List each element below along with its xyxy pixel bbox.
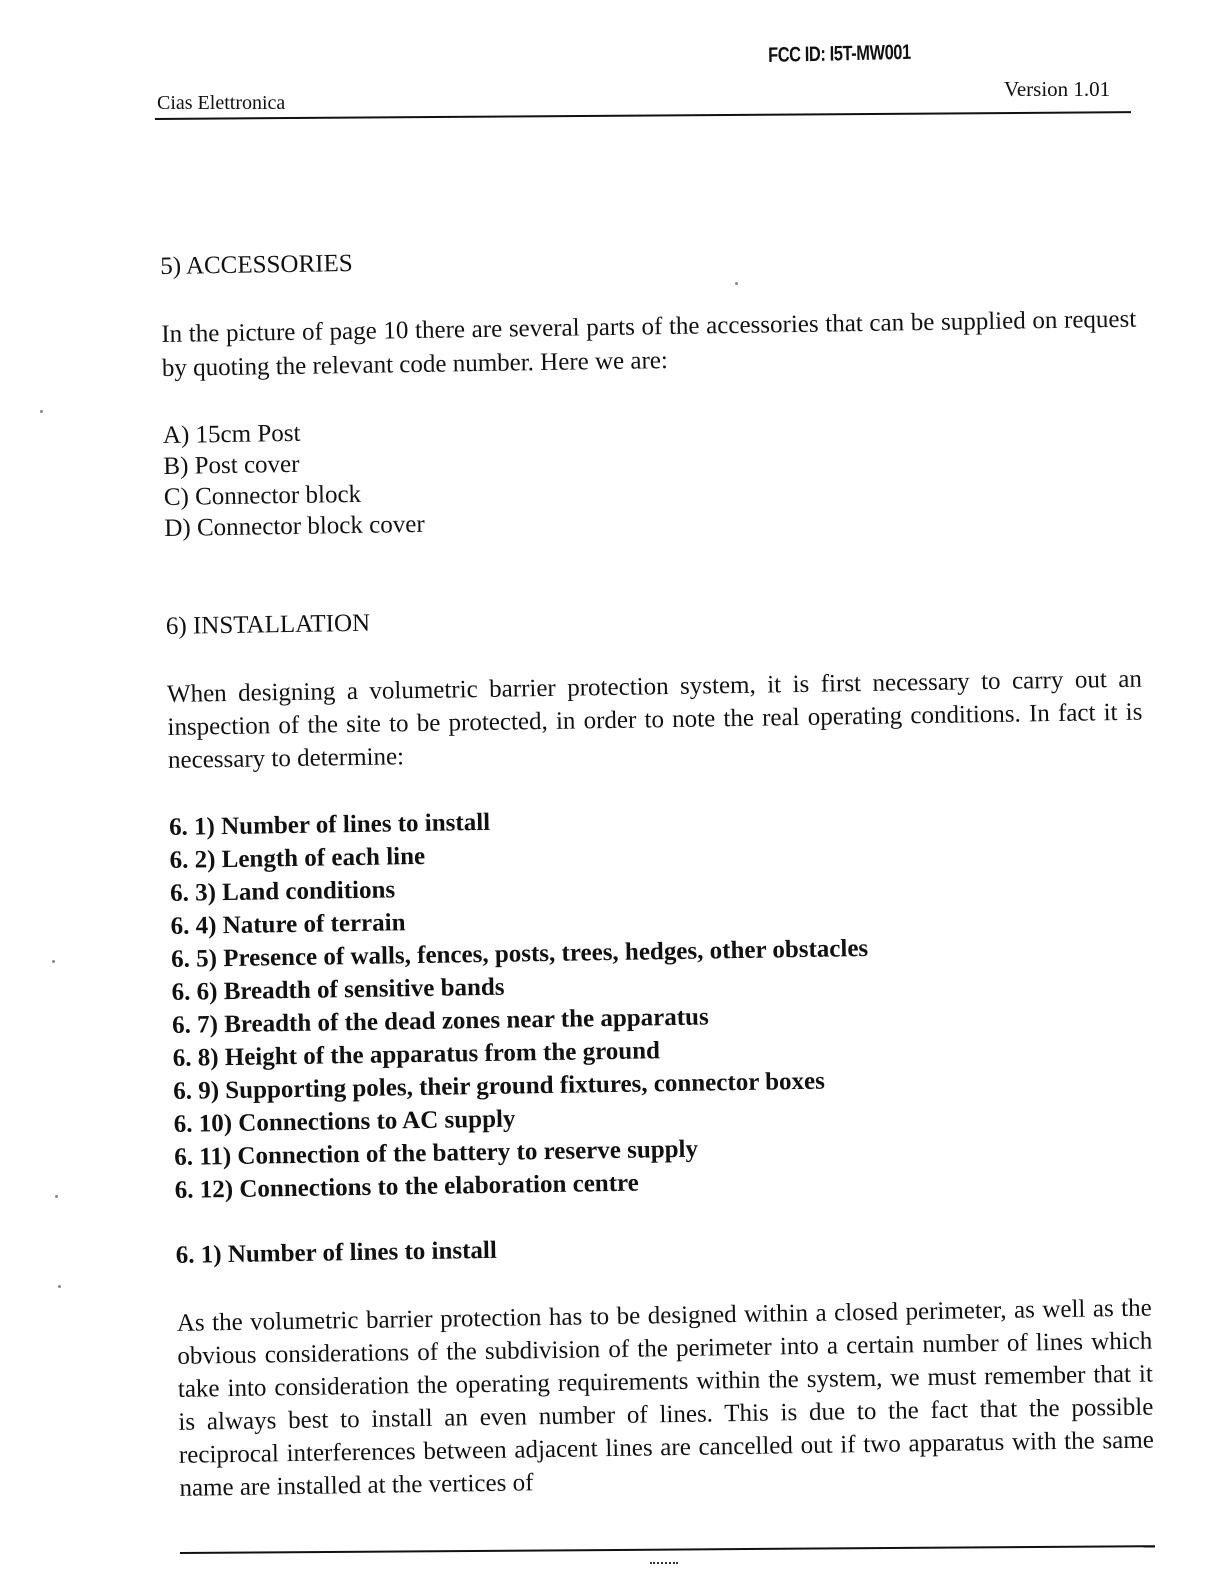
list-item: 6. 1) Number of lines to install bbox=[168, 808, 491, 841]
header-divider bbox=[155, 111, 1131, 120]
scan-speck bbox=[735, 282, 738, 285]
page-number-fragment bbox=[650, 1562, 678, 1569]
scan-speck bbox=[40, 410, 43, 413]
subsection-6-1-paragraph: As the volumetric barrier protection has to be designed within a closed perimeter, as well as the obvious considerations of the subdivision of the perimeter into a certain number of lines which take into consideration the operating requirements within the system, we must remember that it is always best to install an even number of lines. This is due to the fact that the possible reciprocal interferences between adjacent lines are cancelled out if two apparatus with the same name are installed at the vertices of bbox=[176, 1294, 1155, 1502]
list-item: 6. 7) Breadth of the dead zones near the apparatus bbox=[171, 1003, 709, 1039]
page-body bbox=[160, 234, 1170, 1504]
list-item: 6. 10) Connections to AC supply bbox=[173, 1105, 516, 1138]
section-5-heading: 5) ACCESSORIES bbox=[160, 249, 353, 280]
list-item: 6. 11) Connection of the battery to reserve supply bbox=[174, 1135, 699, 1171]
list-item: 6. 12) Connections to the elaboration centre bbox=[174, 1169, 639, 1204]
list-item: B) Post cover bbox=[163, 450, 300, 480]
list-item: 6. 2) Length of each line bbox=[169, 842, 426, 874]
scan-speck bbox=[52, 960, 55, 963]
installation-requirements-list bbox=[169, 795, 1165, 1207]
list-item: A) 15cm Post bbox=[162, 419, 301, 449]
list-item: 6. 3) Land conditions bbox=[169, 876, 396, 907]
section-6-paragraph: When designing a volumetric barrier protection system, it is first necessary to carry out an inspection of the site to be protected, in order to note the real operating conditions. In fact it is necessary to determine: bbox=[166, 665, 1143, 774]
fcc-id-stamp: FCC ID: I5T-MW001 bbox=[768, 40, 911, 67]
company-name: Cias Elettronica bbox=[157, 92, 286, 114]
accessories-list bbox=[163, 404, 1155, 544]
list-item: 6. 8) Height of the apparatus from the ground bbox=[172, 1037, 661, 1072]
list-item: 6. 5) Presence of walls, fences, posts, trees, hedges, other obstacles bbox=[170, 934, 869, 973]
footer-divider bbox=[180, 1545, 1155, 1554]
list-item: 6. 4) Nature of terrain bbox=[170, 909, 406, 940]
scan-speck bbox=[55, 1195, 58, 1198]
version-label: Version 1.01 bbox=[1004, 77, 1111, 101]
scan-speck bbox=[58, 1285, 61, 1288]
section-5-paragraph: In the picture of page 10 there are several parts of the accessories that can be supplied on request by quoting the relevant code number. Here we are: bbox=[161, 305, 1137, 382]
section-6-heading: 6) INSTALLATION bbox=[165, 609, 371, 640]
list-item: 6. 6) Breadth of sensitive bands bbox=[171, 973, 505, 1006]
list-item: D) Connector block cover bbox=[164, 510, 425, 542]
list-item: 6. 9) Supporting poles, their ground fixtures, connector boxes bbox=[173, 1067, 826, 1105]
subsection-6-1-heading: 6. 1) Number of lines to install bbox=[175, 1236, 498, 1269]
list-item: C) Connector block bbox=[163, 480, 362, 511]
